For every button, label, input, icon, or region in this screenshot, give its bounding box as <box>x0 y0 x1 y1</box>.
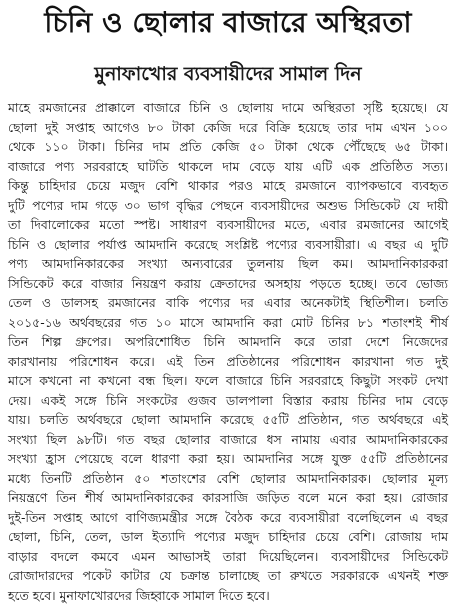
body-line: মধ্যে তিনটি প্রতিষ্ঠান ৫০ শতাংশের বেশি ছোলার আমদানিকারক। ছোলার মূল্য <box>8 469 448 489</box>
body-line: ২০১৫-১৬ অর্থবছরের গত ১০ মাসে আমদানি করা মোট চিনির ৮১ শতাংশই শীর্ষ <box>8 313 448 333</box>
body-line: কারখানায় পরিশোধন করে। এই তিন প্রতিষ্ঠানের পরিশোধন কারখানা গত দুই <box>8 352 448 372</box>
body-line: তিন শিল্প গ্রুপের। অপরিশোধিত চিনি আমদানি করে তারা দেশে নিজেদের <box>8 332 448 352</box>
body-line: নিয়ন্ত্রণে তিন শীর্ষ আমদানিকারকের কারসাজি জড়িত বলে মনে করা হয়। রোজার <box>8 488 448 508</box>
body-line: থেকে ১১০ টাকা। চিনির দাম প্রতি কেজি ৫০ টাকা থেকে পৌঁছেছে ৬৫ টাকা। <box>8 137 448 157</box>
body-line: বাজারে পণ্য সরবরাহে ঘাটতি থাকলে দাম বেড়ে যায় এটি এক প্রতিষ্ঠিত সত্য। <box>8 157 448 177</box>
body-line: দেয়। একই সঙ্গে চিনি সংকটের গুজব ডালপালা বিস্তার করায় চিনির দাম বেড়ে <box>8 391 448 411</box>
body-line: পণ্য আমদানিকারকের সংখ্যা অন্যবারের তুলনায় ছিল কম। আমদানিকারকরা <box>8 254 448 274</box>
body-line: রোজাদারদের পকেট কাটার যে চক্রান্ত চালাচ্ছে তা রুখতে সরকারকে এখনই শক্ত <box>8 566 448 586</box>
body-line: দুটি পণ্যের দাম গড়ে ৩০ ভাগ বৃদ্ধির পেছনে ব্যবসায়ীদের অশুভ সিন্ডিকেট যে দায়ী <box>8 196 448 216</box>
body-line: তা দিবালোকের মতো স্পষ্ট। সাধারণ ব্যবসায়ীদের মতে, এবার রমজানের আগেই <box>8 215 448 235</box>
body-line: মাহে রমজানের প্রাক্কালে বাজারে চিনি ও ছোলায় দামে অস্থিরতা সৃষ্টি হয়েছে। যে <box>8 98 448 118</box>
article-body <box>8 98 448 605</box>
body-line: ছোলা, চিনি, তেল, ডাল ইত্যাদি পণ্যের মজুদ চাহিদার চেয়ে বেশি। রোজায় দাম <box>8 527 448 547</box>
body-line: সিন্ডিকেট করে বাজার নিয়ন্ত্রণ করায় ক্রেতাদের অসহায় পড়তে হচ্ছে। তবে ভোজ্য <box>8 274 448 294</box>
body-line: চিনি ও ছোলার পর্যাপ্ত আমদানি করেছে সংশ্লিষ্ট পণ্যের ব্যবসায়ীরা। এ বছর এ দুটি <box>8 235 448 255</box>
body-line: সংখ্যা ছিল ৯৮টি। গত বছর ছোলার বাজারে ধস নামায় এবার আমদানিকারকের <box>8 430 448 450</box>
body-line: বাড়ার বদলে কমবে এমন আভাসই তারা দিয়েছিলেন। ব্যবসায়ীদের সিন্ডিকেট <box>8 547 448 567</box>
body-line: দুই-তিন সপ্তাহ আগে বাণিজ্যমন্ত্রীর সঙ্গে বৈঠক করে ব্যবসায়ীরা বলেছিলেন এ বছর <box>8 508 448 528</box>
body-line: হতে হবে। মুনাফাখোরদের জিহ্বাকে সামাল দিতে হবে। <box>8 586 448 605</box>
headline: চিনি ও ছোলার বাজারে অস্থিরতা <box>0 2 456 44</box>
body-line: তেল ও ডালসহ রমজানের বাকি পণ্যের দর এবার অনেকটাই স্থিতিশীল। চলতি <box>8 293 448 313</box>
body-line: সংখ্যা হ্রাস পেয়েছে বলে ধারণা করা হয়। আমদানির সঙ্গে যুক্ত ৫৫টি প্রতিষ্ঠানের <box>8 449 448 469</box>
body-line: কিন্তু চাহিদার চেয়ে মজুদ বেশি থাকার পরও মাহে রমজানে ব্যাপকভাবে ব্যবহৃত <box>8 176 448 196</box>
subheadline: মুনাফাখোর ব্যবসায়ীদের সামাল দিন <box>0 60 456 88</box>
body-line: ছোলা দুই সপ্তাহ আগেও ৮০ টাকা কেজি দরে বিক্রি হয়েছে তার দাম এখন ১০০ <box>8 118 448 138</box>
body-line: মাসে কখনো না কখনো বন্ধ ছিল। ফলে বাজারে চিনি সরবরাহে কিছুটা সংকট দেখা <box>8 371 448 391</box>
body-line: যায়। চলতি অর্থবছরে ছোলা আমদানি করেছে ৫৫টি প্রতিষ্ঠান, গত অর্থবছরে এই <box>8 410 448 430</box>
